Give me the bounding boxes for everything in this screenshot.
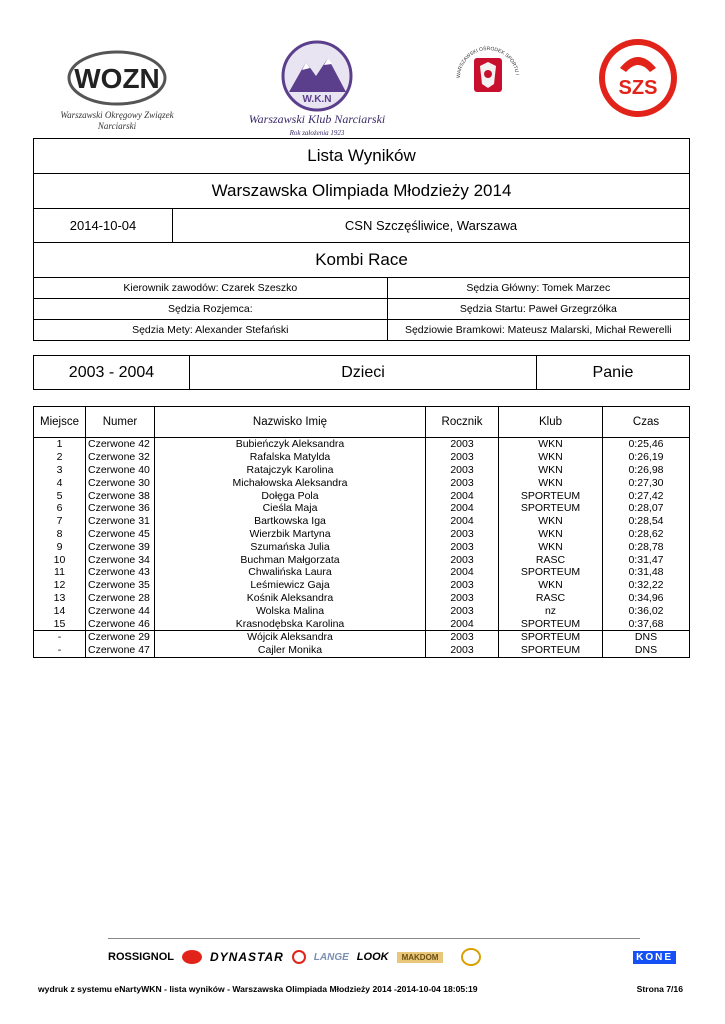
sponsor-rossignol: ROSSIGNOL [108, 951, 175, 963]
cell-time: DNS [603, 644, 690, 657]
cell-number: Czerwone 31 [86, 515, 155, 528]
wkn-caption-2: Rok założenia 1923 [289, 129, 345, 137]
cell-number: Czerwone 32 [86, 451, 155, 464]
cell-club: RASC [499, 592, 603, 605]
official-start-judge: Sędzia Startu: Paweł Grzegrzółka [387, 299, 689, 320]
table-row [34, 476, 690, 489]
cell-name: Kośnik Aleksandra [155, 592, 426, 605]
table-row [34, 502, 690, 515]
cell-name: Wierzbik Martyna [155, 528, 426, 541]
event-date: 2014-10-04 [34, 209, 173, 243]
sponsor-misc-icon [461, 948, 481, 966]
cell-number: Czerwone 34 [86, 553, 155, 566]
event-name: Warszawska Olimpiada Młodzieży 2014 [34, 174, 690, 209]
cell-number: Czerwone 39 [86, 540, 155, 553]
cell-place: 2 [34, 451, 86, 464]
cell-place: 11 [34, 566, 86, 579]
wosir-ring-text: WARSZAWSKI OŚRODEK SPORTU I [455, 45, 520, 79]
cell-place: 4 [34, 476, 86, 489]
cell-year: 2004 [426, 515, 499, 528]
cell-name: Chwalińska Laura [155, 566, 426, 579]
sponsor-lange: LANGE [313, 951, 349, 963]
cell-number: Czerwone 47 [86, 644, 155, 657]
cell-year: 2003 [426, 553, 499, 566]
wozn-caption-1: Warszawski Okręgowy Związek [60, 110, 174, 120]
sponsor-look: LOOK [356, 951, 389, 963]
cell-name: Michałowska Aleksandra [155, 476, 426, 489]
cell-year: 2003 [426, 630, 499, 643]
cell-year: 2004 [426, 617, 499, 630]
szs-logo [598, 38, 678, 118]
category-group: Dzieci [190, 356, 537, 390]
cell-year: 2003 [426, 464, 499, 477]
table-row [34, 515, 690, 528]
szs-logo-text: SZS [618, 77, 658, 99]
table-row [34, 592, 690, 605]
cell-year: 2003 [426, 451, 499, 464]
cell-year: 2004 [426, 566, 499, 579]
cell-number: Czerwone 45 [86, 528, 155, 541]
cell-name: Dołęga Pola [155, 489, 426, 502]
cell-place: 1 [34, 438, 86, 451]
cell-club: SPORTEUM [499, 489, 603, 502]
cell-year: 2003 [426, 644, 499, 657]
table-row [34, 579, 690, 592]
cell-number: Czerwone 38 [86, 489, 155, 502]
cell-name: Wójcik Aleksandra [155, 630, 426, 643]
cell-time: 0:28,78 [603, 540, 690, 553]
cell-place: - [34, 644, 86, 657]
col-header-place: Miejsce [34, 407, 86, 438]
cell-name: Leśmiewicz Gaja [155, 579, 426, 592]
cell-name: Szumańska Julia [155, 540, 426, 553]
cell-place: 10 [34, 553, 86, 566]
cell-time: 0:31,47 [603, 553, 690, 566]
table-row [34, 604, 690, 617]
col-header-year: Rocznik [426, 407, 499, 438]
cell-club: WKN [499, 540, 603, 553]
cell-club: WKN [499, 579, 603, 592]
cell-place: 15 [34, 617, 86, 630]
cell-time: 0:28,54 [603, 515, 690, 528]
footer-page-number: Strona 7/16 [636, 984, 683, 994]
table-row [34, 451, 690, 464]
cell-time: 0:34,96 [603, 592, 690, 605]
cell-number: Czerwone 30 [86, 476, 155, 489]
cell-number: Czerwone 42 [86, 438, 155, 451]
cell-place: 9 [34, 540, 86, 553]
cell-club: RASC [499, 553, 603, 566]
footer-print-info: wydruk z systemu eNartyWKN - lista wyników - Warszawska Olimpiada Młodzieży 2014 -2014-10-04 18:05:19 [38, 984, 478, 994]
cell-time: 0:31,48 [603, 566, 690, 579]
official-referee: Sędzia Rozjemca: [34, 299, 388, 320]
table-row [34, 566, 690, 579]
cell-name: Cieśla Maja [155, 502, 426, 515]
cell-number: Czerwone 46 [86, 617, 155, 630]
cell-name: Krasnodębska Karolina [155, 617, 426, 630]
cell-place: 7 [34, 515, 86, 528]
sponsor-divider [108, 938, 640, 939]
cell-year: 2004 [426, 502, 499, 515]
cell-time: 0:28,07 [603, 502, 690, 515]
cell-year: 2004 [426, 489, 499, 502]
rossignol-r-icon [182, 950, 202, 964]
table-row [34, 617, 690, 630]
cell-year: 2003 [426, 528, 499, 541]
cell-place: 14 [34, 604, 86, 617]
cell-club: SPORTEUM [499, 630, 603, 643]
official-gate-judges: Sędziowie Bramkowi: Mateusz Malarski, Michał Rewerelli [387, 320, 689, 341]
cell-place: 6 [34, 502, 86, 515]
cell-year: 2003 [426, 592, 499, 605]
cell-year: 2003 [426, 476, 499, 489]
col-header-number: Numer [86, 407, 155, 438]
race-name: Kombi Race [34, 243, 690, 278]
event-venue: CSN Szczęśliwice, Warszawa [173, 209, 690, 243]
cell-number: Czerwone 44 [86, 604, 155, 617]
col-header-club: Klub [499, 407, 603, 438]
cell-place: 12 [34, 579, 86, 592]
cell-club: SPORTEUM [499, 644, 603, 657]
cell-club: WKN [499, 515, 603, 528]
cell-place: 3 [34, 464, 86, 477]
cell-number: Czerwone 35 [86, 579, 155, 592]
cell-name: Cajler Monika [155, 644, 426, 657]
cell-time: 0:28,62 [603, 528, 690, 541]
category-gender: Panie [537, 356, 690, 390]
wkn-logo-text: W.K.N [302, 94, 332, 105]
category-table [33, 355, 690, 390]
cell-year: 2003 [426, 604, 499, 617]
cell-number: Czerwone 43 [86, 566, 155, 579]
sponsor-dynastar: DYNASTAR [210, 950, 284, 964]
wkn-caption-1: Warszawski Klub Narciarski [248, 112, 386, 126]
cell-place: 5 [34, 489, 86, 502]
cell-number: Czerwone 28 [86, 592, 155, 605]
cell-time: 0:37,68 [603, 617, 690, 630]
page-title: Lista Wyników [34, 139, 690, 174]
table-row [34, 464, 690, 477]
cell-club: WKN [499, 476, 603, 489]
cell-time: 0:26,98 [603, 464, 690, 477]
cell-club: SPORTEUM [499, 566, 603, 579]
wosir-logo [450, 40, 526, 116]
cell-club: SPORTEUM [499, 502, 603, 515]
cell-number: Czerwone 36 [86, 502, 155, 515]
cell-time: 0:36,02 [603, 604, 690, 617]
cell-time: 0:32,22 [603, 579, 690, 592]
sponsor-kone: KONE [633, 951, 676, 964]
cell-club: WKN [499, 528, 603, 541]
category-years: 2003 - 2004 [34, 356, 190, 390]
cell-time: 0:25,46 [603, 438, 690, 451]
table-row [34, 630, 690, 643]
table-row [34, 438, 690, 451]
cell-time: 0:27,30 [603, 476, 690, 489]
results-table [33, 406, 690, 658]
cell-time: 0:27,42 [603, 489, 690, 502]
official-finish-judge: Sędzia Mety: Alexander Stefański [34, 320, 388, 341]
header-table [33, 138, 690, 341]
cell-number: Czerwone 29 [86, 630, 155, 643]
table-row [34, 489, 690, 502]
wozn-caption-2: Narciarski [97, 121, 137, 131]
cell-club: nz [499, 604, 603, 617]
cell-name: Buchman Małgorzata [155, 553, 426, 566]
cell-year: 2003 [426, 438, 499, 451]
cell-club: WKN [499, 464, 603, 477]
cell-place: - [34, 630, 86, 643]
official-main-judge: Sędzia Główny: Tomek Marzec [387, 278, 689, 299]
sponsor-makdom: MAKDOM [397, 952, 444, 963]
wkn-logo [236, 40, 398, 140]
col-header-name: Nazwisko Imię [155, 407, 426, 438]
cell-club: WKN [499, 438, 603, 451]
cell-place: 8 [34, 528, 86, 541]
cell-time: 0:26,19 [603, 451, 690, 464]
cell-name: Bubieńczyk Aleksandra [155, 438, 426, 451]
cell-place: 13 [34, 592, 86, 605]
wozn-logo-text: WOZN [74, 63, 160, 94]
cell-name: Wolska Malina [155, 604, 426, 617]
dynastar-icon [292, 950, 306, 964]
cell-club: WKN [499, 451, 603, 464]
sponsor-bar [108, 944, 676, 970]
table-row [34, 540, 690, 553]
cell-club: SPORTEUM [499, 617, 603, 630]
table-row [34, 644, 690, 657]
cell-year: 2003 [426, 579, 499, 592]
official-chief: Kierownik zawodów: Czarek Szeszko [34, 278, 388, 299]
cell-year: 2003 [426, 540, 499, 553]
page-footer [38, 984, 683, 994]
wozn-logo [42, 48, 192, 138]
table-row [34, 528, 690, 541]
cell-name: Rafalska Matylda [155, 451, 426, 464]
cell-name: Ratajczyk Karolina [155, 464, 426, 477]
cell-number: Czerwone 40 [86, 464, 155, 477]
cell-name: Bartkowska Iga [155, 515, 426, 528]
table-row [34, 553, 690, 566]
col-header-time: Czas [603, 407, 690, 438]
cell-time: DNS [603, 630, 690, 643]
